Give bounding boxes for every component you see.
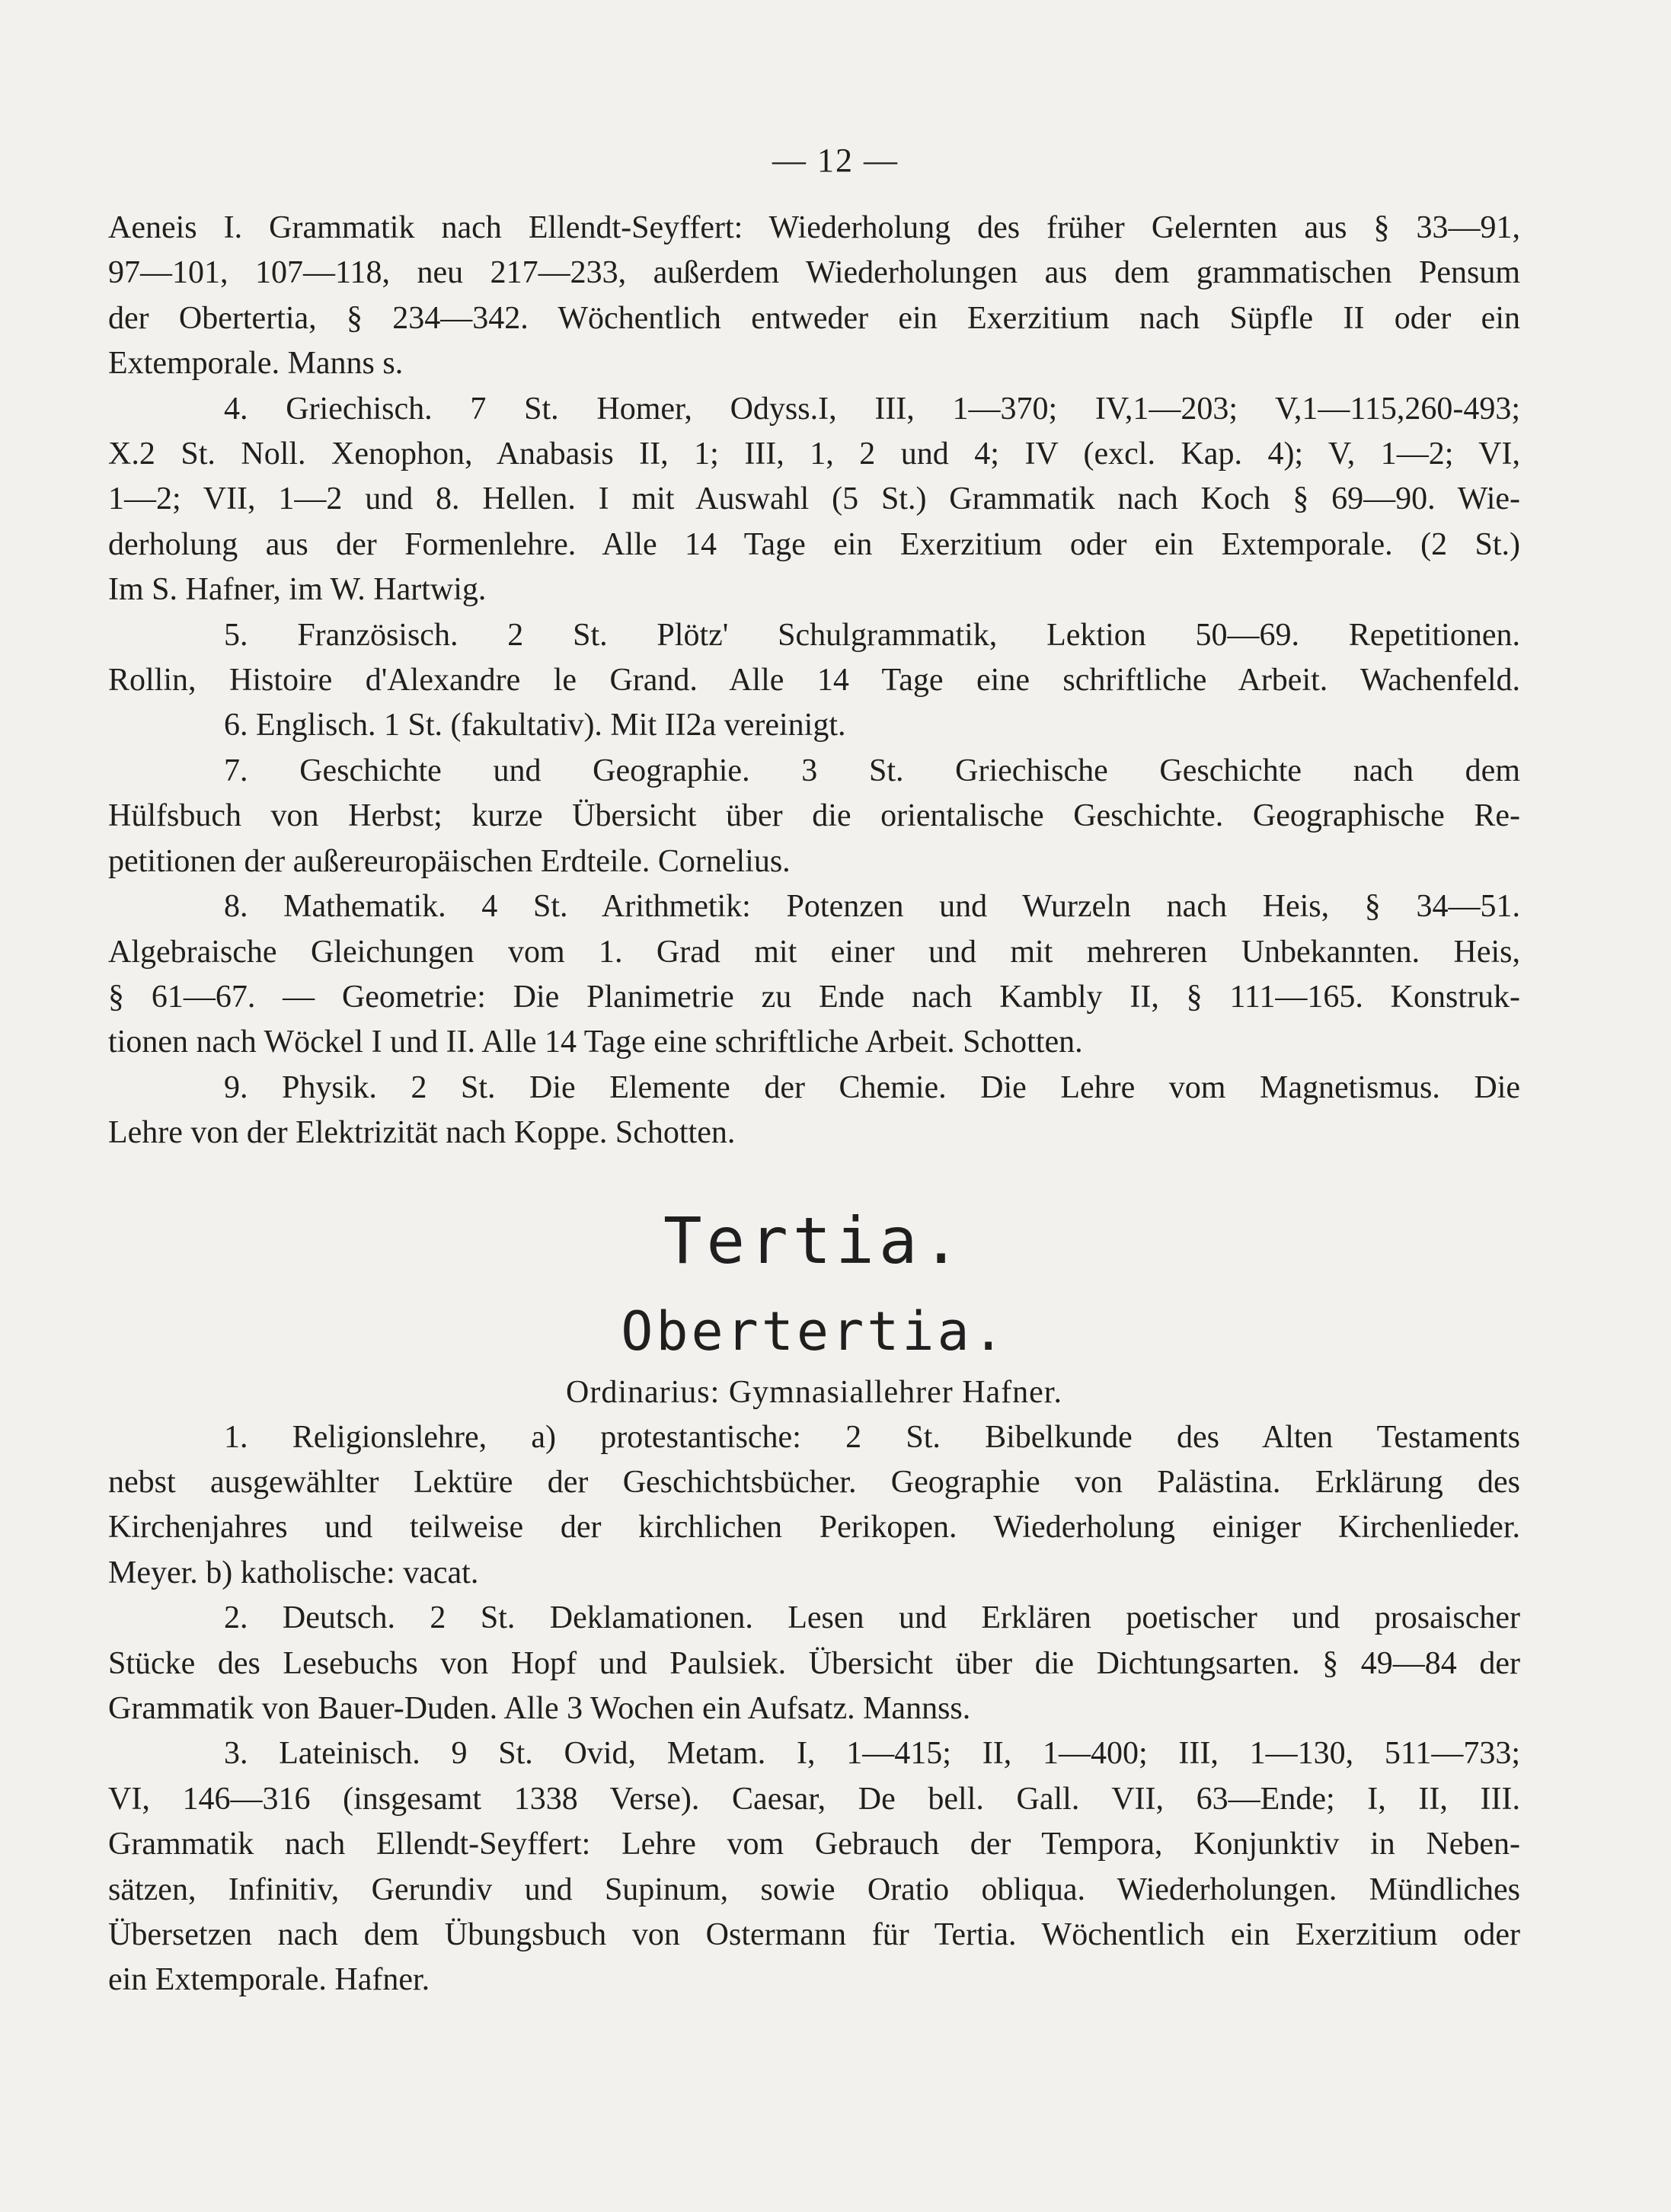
text-line: Grammatik von Bauer-Duden. Alle 3 Wochen ein Aufsatz. Mannss. [108,1690,971,1726]
text-line: 1. Religionslehre, a) protestantische: 2 St. Bibelkunde des Alten Testaments [224,1419,1520,1455]
paragraph-griechisch [108,387,1520,613]
text-line: X.2 St. Noll. Xenophon, Anabasis II, 1; III, 1, 2 und 4; IV (excl. Kap. 4); V, 1—2; VI, [108,436,1520,472]
text-line: derholung aus der Formenlehre. Alle 14 Tage ein Exerzitium oder ein Extemporale. (2 St.) [108,526,1520,562]
text-line: 3. Lateinisch. 9 St. Ovid, Metam. I, 1—415; II, 1—400; III, 1—130, 511—733; [224,1736,1520,1772]
text-line: 5. Französisch. 2 St. Plötz' Schulgrammatik, Lektion 50—69. Repetitionen. [224,617,1520,653]
text-line: Meyer. b) katholische: vacat. [108,1555,479,1590]
text-line: VI, 146—316 (insgesamt 1338 Verse). Caesar, De bell. Gall. VII, 63—Ende; I, II, III. [108,1781,1520,1817]
text-line: 97—101, 107—118, neu 217—233, außerdem Wiederholungen aus dem grammatischen Pensum [108,255,1520,291]
text-line: Rollin, Histoire d'Alexandre le Grand. Alle 14 Tage eine schriftliche Arbeit. Wachenfeld. [108,663,1520,698]
paragraph-physik [108,1066,1520,1156]
page-number: — 12 — [772,142,899,179]
text-line: 1—2; VII, 1—2 und 8. Hellen. I mit Auswahl (5 St.) Grammatik nach Koch § 69—90. Wie- [108,481,1520,517]
heading-tertia: Tertia. [663,1203,965,1278]
paragraph-franzoesisch [108,613,1520,704]
text-line: Hülfsbuch von Herbst; kurze Übersicht über die orientalische Geschichte. Geographische Re- [108,798,1520,834]
text-line: 8. Mathematik. 4 St. Arithmetik: Potenzen und Wurzeln nach Heis, § 34—51. [224,889,1520,925]
body-text [108,206,1520,2003]
text-line: nebst ausgewählter Lektüre der Geschichtsbücher. Geographie von Palästina. Erklärung des [108,1464,1520,1500]
text-line: Übersetzen nach dem Übungsbuch von Ostermann für Tertia. Wöchentlich ein Exerzitium oder [108,1917,1520,1952]
text-line: 7. Geschichte und Geographie. 3 St. Griechische Geschichte nach dem [224,753,1520,788]
text-line: ein Extemporale. Hafner. [108,1962,430,1998]
text-line: petitionen der außereuropäischen Erdteile. Cornelius. [108,843,791,879]
ordinarius-line: Ordinarius: Gymnasiallehrer Hafner. [566,1374,1062,1410]
text-line: 6. Englisch. 1 St. (fakultativ). Mit II2a vereinigt. [224,708,846,743]
text-line: Stücke des Lesebuchs von Hopf und Paulsiek. Übersicht über die Dichtungsarten. § 49—84 der [108,1645,1520,1681]
text-line: 4. Griechisch. 7 St. Homer, Odyss.I, III, 1—370; IV,1—203; V,1—115,260-493; [224,391,1520,427]
text-line: Algebraische Gleichungen vom 1. Grad mit einer und mit mehreren Unbekannten. Heis, [108,934,1520,970]
text-line: sätzen, Infinitiv, Gerundiv und Supinum, sowie Oratio obliqua. Wiederholungen. Mündliches [108,1872,1520,1907]
paragraph-latein-continued [108,206,1520,387]
text-line: Lehre von der Elektrizität nach Koppe. Schotten. [108,1115,736,1151]
paragraph-englisch [108,703,1520,748]
text-line: Kirchenjahres und teilweise der kirchlichen Perikopen. Wiederholung einiger Kirchenlieder. [108,1510,1520,1546]
text-line: der Obertertia, § 234—342. Wöchentlich entweder ein Exerzitium nach Süpfle II oder ein [108,300,1520,336]
paragraph-deutsch [108,1596,1520,1731]
text-line: 2. Deutsch. 2 St. Deklamationen. Lesen und Erklären poetischer und prosaischer [224,1600,1520,1636]
text-line: Extemporale. Manns s. [108,346,404,382]
heading-obertertia: Obertertia. [621,1299,1008,1363]
paragraph-geschichte [108,749,1520,884]
paragraph-mathematik [108,884,1520,1066]
text-line: Im S. Hafner, im W. Hartwig. [108,572,487,608]
text-line: Aeneis I. Grammatik nach Ellendt-Seyffert: Wiederholung des früher Gelernten aus § 33—91, [108,210,1520,245]
text-line: tionen nach Wöckel I und II. Alle 14 Tage eine schriftliche Arbeit. Schotten. [108,1024,1083,1060]
text-line: § 61—67. — Geometrie: Die Planimetrie zu Ende nach Kambly II, § 111—165. Konstruk- [108,979,1520,1015]
paragraph-latein [108,1731,1520,2003]
text-line: 9. Physik. 2 St. Die Elemente der Chemie. Die Lehre vom Magnetismus. Die [224,1069,1520,1105]
paragraph-religion [108,1415,1520,1597]
text-line: Grammatik nach Ellendt-Seyffert: Lehre vom Gebrauch der Tempora, Konjunktiv in Neben- [108,1827,1520,1862]
